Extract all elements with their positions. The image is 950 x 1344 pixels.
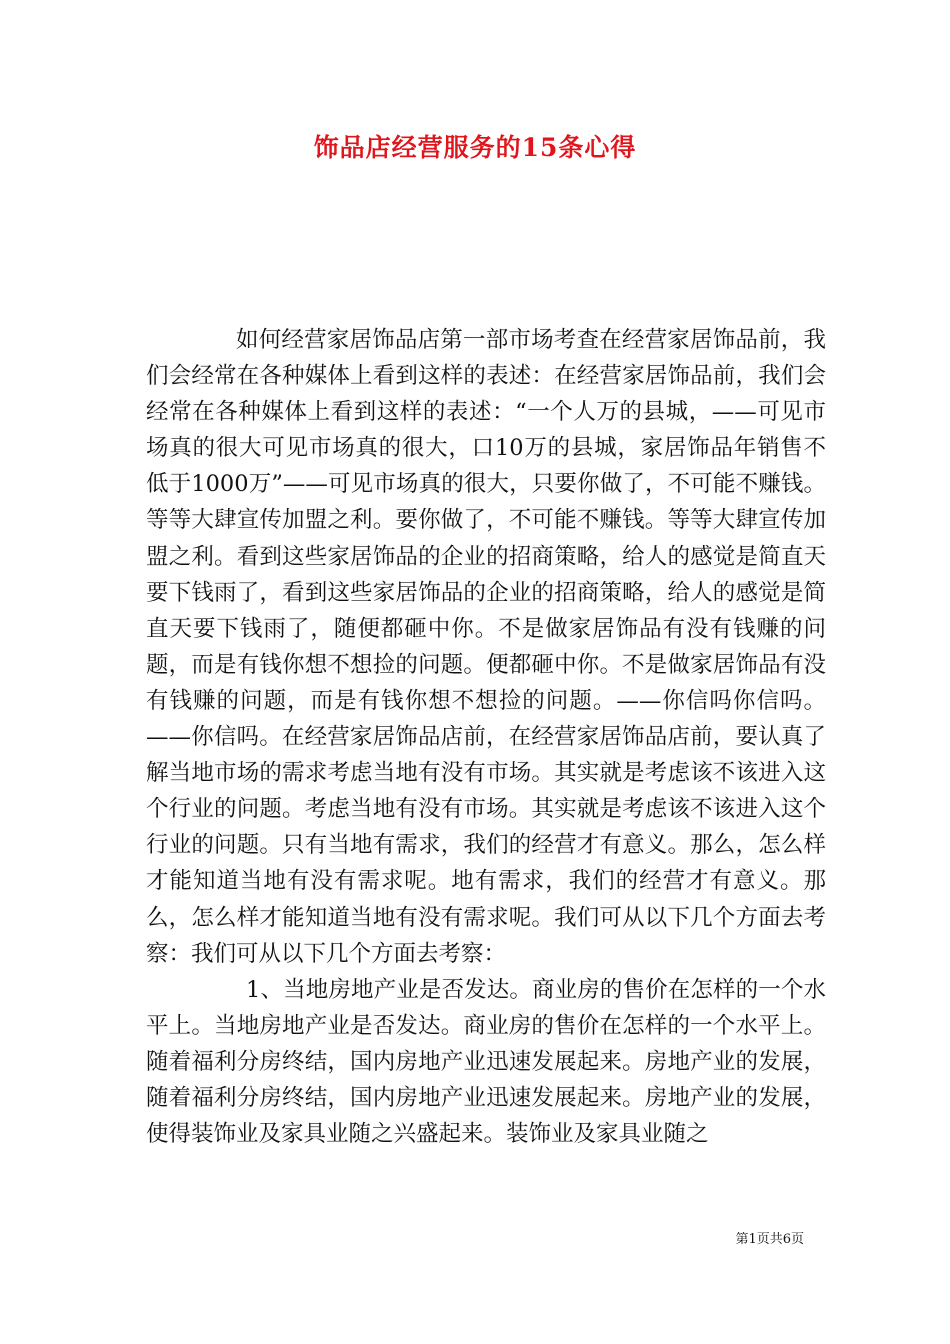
- document-body: [146, 322, 826, 1152]
- page-footer: 第1页共6页: [735, 1232, 804, 1247]
- document-title: 饰品店经营服务的15条心得: [313, 133, 637, 162]
- paragraph-1: 如何经营家居饰品店第一部市场考查在经营家居饰品前，我们会经常在各种媒体上看到这样的表述：在经营家居饰品前，我们会经常在各种媒体上看到这样的表述：“一个人万的县城，——可见市场真的很大可见市场真的很大，口10万的县城，家居饰品年销售不低于1000万”——可见市场真的很大，只要你做了，不可能不赚钱。等等大肆宣传加盟之利。要你做了，不可能不赚钱。等等大肆宣传加盟之利。看到这些家居饰品的企业的招商策略，给人的感觉是简直天要下钱雨了，看到这些家居饰品的企业的招商策略，给人的感觉是简直天要下钱雨了，随便都砸中你。不是做家居饰品有没有钱赚的问题，而是有钱你想不想捡的问题。便都砸中你。不是做家居饰品有没有钱赚的问题，而是有钱你想不想捡的问题。——你信吗你信吗。——你信吗。在经营家居饰品店前，在经营家居饰品店前，要认真了解当地市场的需求考虑当地有没有市场。其实就是考虑该不该进入这个行业的问题。考虑当地有没有市场。其实就是考虑该不该进入这个行业的问题。只有当地有需求，我们的经营才有意义。那么，怎么样才能知道当地有没有需求呢。地有需求，我们的经营才有意义。那么，怎么样才能知道当地有没有需求呢。我们可从以下几个方面去考察：我们可从以下几个方面去考察：: [146, 327, 826, 967]
- paragraph-2: 1、当地房地产业是否发达。商业房的售价在怎样的一个水平上。当地房地产业是否发达。商业房的售价在怎样的一个水平上。随着福利分房终结，国内房地产业迅速发展起来。房地产业的发展，随着福利分房终结，国内房地产业迅速发展起来。房地产业的发展，使得装饰业及家具业随之兴盛起来。装饰业及家具业随之: [146, 976, 826, 1148]
